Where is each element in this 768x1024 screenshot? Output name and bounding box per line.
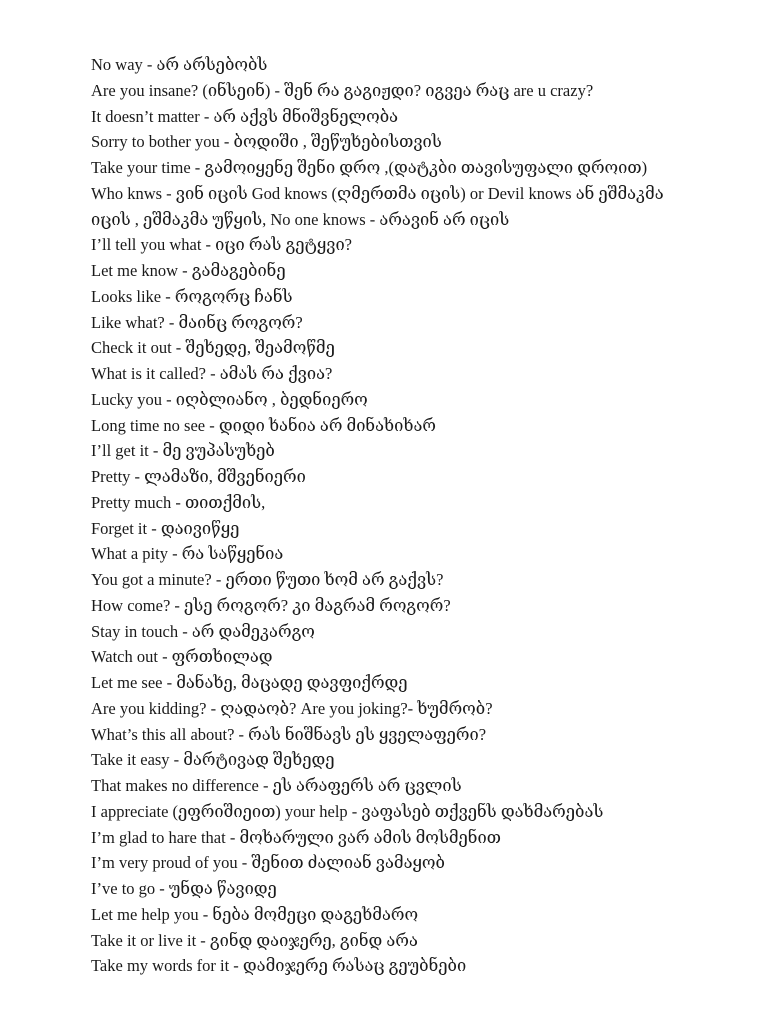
phrase-line: Pretty much - თითქმის,	[91, 492, 266, 512]
phrase-line: Are you kidding? - ღადაობ? Are you joking?- ხუმრობ?	[91, 698, 493, 718]
phrase-line: I’m glad to hare that - მოხარული ვარ ამის მოსმენით	[91, 827, 501, 847]
phrase-line: Long time no see - დიდი ხანია არ მინახიხარ	[91, 415, 436, 435]
phrase-line: Are you insane? (ინსეინ) - შენ რა გაგიჟდი? იგვეა რაც are u crazy?	[91, 80, 594, 100]
phrase-line: Like what? - მაინც როგორ?	[91, 312, 303, 332]
phrase-line: I’ll tell you what - იცი რას გეტყვი?	[91, 235, 353, 255]
phrase-line: Watch out - ფრთხილად	[91, 647, 273, 667]
phrase-line: Stay in touch - არ დამეკარგო	[91, 621, 315, 641]
phrase-line: იცის , ეშმაკმა უწყის, No one knows - არავინ არ იცის	[91, 209, 510, 229]
phrase-line: I’m very proud of you - შენით ძალიან ვამაყობ	[91, 853, 445, 873]
phrase-line: Take it or live it - გინდ დაიჯერე, გინდ არა	[91, 930, 418, 950]
phrase-line: No way - არ არსებობს	[91, 55, 268, 74]
phrase-line: I’ve to go - უნდა წავიდე	[91, 879, 277, 898]
phrase-line: Let me know - გამაგებინე	[91, 261, 286, 280]
phrase-line: Forget it - დაივიწყე	[91, 518, 240, 538]
phrase-line: How come? - ესე როგორ? კი მაგრამ როგორ?	[91, 595, 451, 615]
phrase-line: It doesn’t matter - არ აქვს მნიშვნელობა	[91, 106, 399, 126]
phrase-line: Take my words for it - დამიჯერე რასაც გეუბნები	[91, 956, 467, 976]
phrase-line: Let me help you - ნება მომეცი დაგეხმარო	[91, 904, 419, 924]
phrase-line: Pretty - ლამაზი, მშვენიერი	[91, 467, 306, 486]
phrase-list	[91, 52, 756, 979]
phrase-line: I’ll get it - მე ვუპასუხებ	[91, 441, 275, 461]
phrase-line: What is it called? - ამას რა ქვია?	[91, 364, 333, 383]
phrase-line: Take your time - გამოიყენე შენი დრო ,(დატკბი თავისუფალი დროით)	[91, 158, 648, 177]
phrase-line: What’s this all about? - რას ნიშნავს ეს ყველაფერი?	[91, 724, 487, 744]
phrase-line: I appreciate (ეფრიშიეით) your help - ვაფასებ თქვენს დახმარებას	[91, 801, 604, 821]
phrase-line: Let me see - მანახე, მაცადე დავფიქრდე	[91, 673, 408, 692]
phrase-line: You got a minute? - ერთი წუთი ხომ არ გაქვს?	[91, 570, 444, 589]
phrase-line: Lucky you - იღბლიანო , ბედნიერო	[91, 389, 368, 409]
phrase-line: Who knws - ვინ იცის God knows (ღმერთმა იცის) or Devil knows ან ეშმაკმა	[91, 183, 664, 203]
phrase-line: Take it easy - მარტივად შეხედე	[91, 750, 335, 770]
phrase-line: That makes no difference - ეს არაფერს არ ცვლის	[91, 776, 462, 795]
phrase-line: Looks like - როგორც ჩანს	[91, 286, 293, 306]
phrase-line: Sorry to bother you - ბოდიში , შეწუხებისთვის	[91, 132, 442, 152]
phrase-line: Check it out - შეხედე, შეამოწმე	[91, 338, 335, 358]
phrase-line: What a pity - რა საწყენია	[91, 544, 284, 564]
